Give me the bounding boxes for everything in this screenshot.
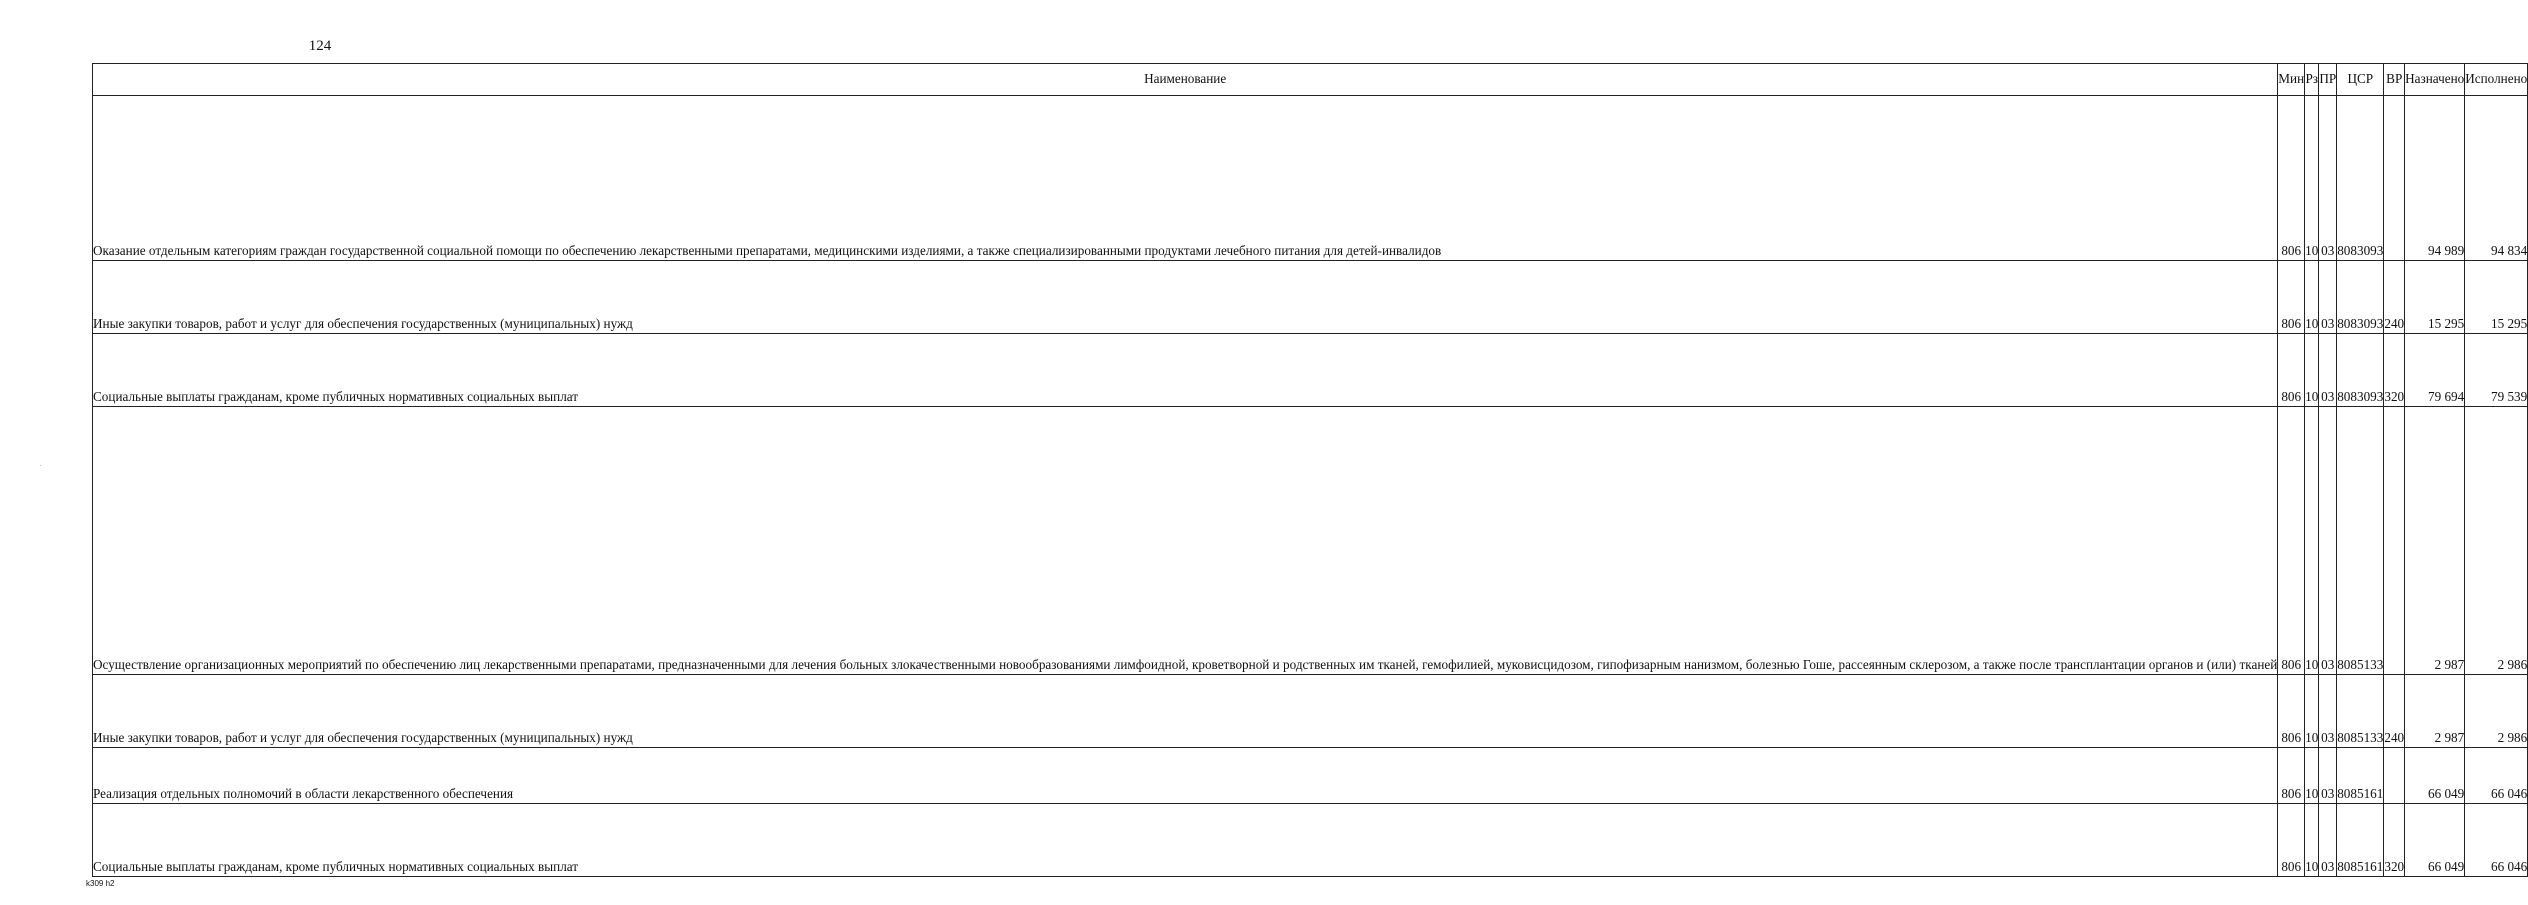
row-rz: 10 (2305, 261, 2319, 334)
row-min: 806 (2278, 261, 2305, 334)
footer-code: k309 h2 (86, 879, 115, 888)
row-assigned: 2 987 (2405, 407, 2465, 675)
row-min: 806 (2278, 96, 2305, 261)
row-min: 806 (2278, 748, 2305, 804)
row-name: Осуществление организационных мероприятий по обеспечению лиц лекарственными препаратами, предназначенными для лечения больных злокачественными новообразованиями лимфоидной, кроветворной и родственных им тканей, гемофилией, муковисцидозом, гипофизарным нанизмом, болезнью Гоше, рассеянным склерозом, а также после трансплантации органов и (или) тканей (93, 407, 2278, 675)
row-vr: 320 (2384, 334, 2405, 407)
table-row (93, 334, 2528, 407)
col-header-pr: ПР (2319, 64, 2337, 96)
budget-table (92, 63, 2528, 877)
row-rz: 10 (2305, 748, 2319, 804)
row-pr: 03 (2319, 675, 2337, 748)
row-vr (2384, 96, 2405, 261)
row-assigned: 66 049 (2405, 804, 2465, 877)
row-name: Социальные выплаты гражданам, кроме публичных нормативных социальных выплат (93, 804, 2278, 877)
row-executed: 66 046 (2465, 748, 2528, 804)
row-pr: 03 (2319, 748, 2337, 804)
row-rz: 10 (2305, 804, 2319, 877)
row-executed: 94 834 (2465, 96, 2528, 261)
page-number: 124 (308, 38, 332, 54)
col-header-vr: ВР (2384, 64, 2405, 96)
row-min: 806 (2278, 804, 2305, 877)
row-pr: 03 (2319, 407, 2337, 675)
table-header-row (93, 64, 2528, 96)
table-row (93, 261, 2528, 334)
row-pr: 03 (2319, 261, 2337, 334)
row-min: 806 (2278, 675, 2305, 748)
row-csr: 8083093 (2337, 96, 2384, 261)
row-executed: 15 295 (2465, 261, 2528, 334)
row-vr: 240 (2384, 675, 2405, 748)
row-executed: 79 539 (2465, 334, 2528, 407)
row-csr: 8085133 (2337, 407, 2384, 675)
row-executed: 66 046 (2465, 804, 2528, 877)
table-row (93, 675, 2528, 748)
row-rz: 10 (2305, 334, 2319, 407)
table-row (93, 407, 2528, 675)
table-row (93, 748, 2528, 804)
margin-mark: . (40, 462, 42, 468)
row-rz: 10 (2305, 675, 2319, 748)
row-name: Оказание отдельным категориям граждан государственной социальной помощи по обеспечению лекарственными препаратами, медицинскими изделиями, а также специализированными продуктами лечебного питания для детей-инвалидов (93, 96, 2278, 261)
row-name: Иные закупки товаров, работ и услуг для обеспечения государственных (муниципальных) нужд (93, 261, 2278, 334)
row-name: Реализация отдельных полномочий в области лекарственного обеспечения (93, 748, 2278, 804)
row-rz: 10 (2305, 407, 2319, 675)
table-row (93, 804, 2528, 877)
col-header-assigned: Назначено (2405, 64, 2465, 96)
row-vr: 320 (2384, 804, 2405, 877)
col-header-executed: Исполнено (2465, 64, 2528, 96)
row-vr (2384, 407, 2405, 675)
col-header-name: Наименование (93, 64, 2278, 96)
col-header-min: Мин (2278, 64, 2305, 96)
row-executed: 2 986 (2465, 675, 2528, 748)
row-assigned: 15 295 (2405, 261, 2465, 334)
row-assigned: 66 049 (2405, 748, 2465, 804)
row-vr (2384, 748, 2405, 804)
row-vr: 240 (2384, 261, 2405, 334)
row-min: 806 (2278, 334, 2305, 407)
col-header-csr: ЦСР (2337, 64, 2384, 96)
row-pr: 03 (2319, 334, 2337, 407)
row-name: Социальные выплаты гражданам, кроме публичных нормативных социальных выплат (93, 334, 2278, 407)
row-rz: 10 (2305, 96, 2319, 261)
row-min: 806 (2278, 407, 2305, 675)
row-csr: 8085133 (2337, 675, 2384, 748)
row-executed: 2 986 (2465, 407, 2528, 675)
row-csr: 8085161 (2337, 748, 2384, 804)
row-pr: 03 (2319, 96, 2337, 261)
row-assigned: 2 987 (2405, 675, 2465, 748)
col-header-rz: Рз (2305, 64, 2319, 96)
row-name: Иные закупки товаров, работ и услуг для обеспечения государственных (муниципальных) нужд (93, 675, 2278, 748)
row-pr: 03 (2319, 804, 2337, 877)
row-assigned: 79 694 (2405, 334, 2465, 407)
table-row (93, 96, 2528, 261)
row-csr: 8085161 (2337, 804, 2384, 877)
row-csr: 8083093 (2337, 334, 2384, 407)
row-assigned: 94 989 (2405, 96, 2465, 261)
row-csr: 8083093 (2337, 261, 2384, 334)
